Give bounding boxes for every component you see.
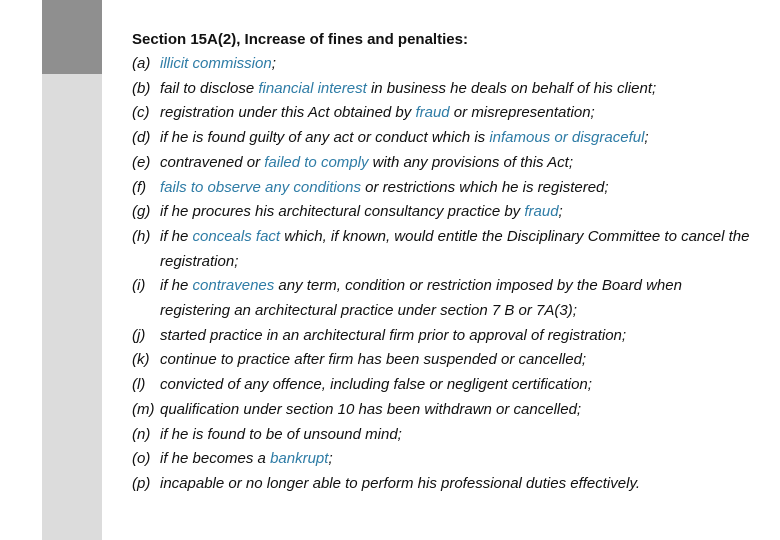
text-segment: or misrepresentation;	[449, 104, 595, 122]
highlighted-phrase: financial interest	[258, 79, 367, 97]
list-item-marker: (n)	[132, 425, 151, 443]
list-item-marker: (f)	[132, 178, 147, 196]
list-item-marker: (p)	[132, 474, 151, 492]
text-segment: or restrictions which he is registered;	[360, 178, 609, 196]
list-item	[132, 274, 752, 323]
list-item	[132, 348, 752, 373]
text-segment: ;	[328, 450, 333, 468]
text-segment: registration under this Act obtained by	[160, 104, 416, 122]
highlighted-phrase: failed to comply	[264, 153, 369, 171]
list-item	[132, 52, 752, 77]
text-segment: if he	[160, 277, 193, 295]
list-item-marker: (l)	[132, 376, 146, 394]
list-item-text	[160, 373, 752, 398]
list-item-marker: (j)	[132, 326, 146, 344]
text-segment: if he	[160, 227, 193, 245]
text-segment: if he is found guilty of any act or conduct which is	[160, 129, 490, 147]
list-item-text	[160, 324, 752, 349]
text-segment: ;	[644, 129, 649, 147]
highlighted-phrase: fraud	[524, 203, 559, 221]
list-item	[132, 373, 752, 398]
list-item	[132, 176, 752, 201]
list-item-text	[160, 274, 752, 323]
list-item-text	[160, 472, 752, 497]
text-segment: ;	[271, 55, 276, 72]
list-item	[132, 151, 752, 176]
list-item-marker: (k)	[132, 351, 150, 369]
list-item-marker: (g)	[132, 203, 151, 221]
list-item-marker: (c)	[132, 104, 150, 122]
list-item	[132, 126, 752, 151]
list-item-text	[160, 398, 752, 423]
list-item	[132, 423, 752, 448]
list-item-marker: (a)	[132, 55, 151, 72]
text-segment: convicted of any offence, including false or negligent certification;	[160, 376, 592, 394]
text-segment: in business he deals on behalf of his client;	[366, 79, 657, 97]
list-item-marker: (d)	[132, 129, 151, 147]
text-segment: with any provisions of this Act;	[368, 153, 573, 171]
list-item	[132, 447, 752, 472]
list-item-text	[160, 447, 752, 472]
slide-content	[132, 28, 752, 497]
text-segment: started practice in an architectural firm prior to approval of registration;	[160, 326, 627, 344]
list-item-text	[160, 423, 752, 448]
highlighted-phrase: fails to observe any conditions	[160, 178, 361, 196]
list-item-marker: (m)	[132, 400, 155, 418]
list-item-text	[160, 77, 752, 102]
highlighted-phrase: bankrupt	[270, 450, 329, 468]
sidebar-accent-dark	[42, 0, 102, 74]
text-segment: if he is found to be of unsound mind;	[160, 425, 402, 443]
text-segment: if he becomes a	[160, 450, 271, 468]
text-segment: fail to disclose	[160, 79, 259, 97]
highlighted-phrase: illicit commission	[160, 55, 272, 72]
list-item-text	[160, 348, 752, 373]
highlighted-phrase: infamous or disgraceful	[489, 129, 645, 147]
text-segment: contravened or	[160, 153, 265, 171]
list-item-marker: (i)	[132, 277, 146, 295]
text-segment: incapable or no longer able to perform his professional duties effectively.	[160, 474, 640, 492]
text-segment: which, if known, would entitle the Disciplinary Committee to cancel the registration;	[160, 227, 750, 270]
text-segment: if he procures his architectural consultancy practice by	[160, 203, 525, 221]
highlighted-phrase: contravenes	[192, 277, 275, 295]
text-segment: ;	[558, 203, 563, 221]
list-item	[132, 324, 752, 349]
list-item-text	[160, 151, 752, 176]
list-item-marker: (h)	[132, 227, 151, 245]
sidebar-accent-light	[42, 74, 102, 540]
list-item	[132, 77, 752, 102]
list-item-text	[160, 200, 752, 225]
highlighted-phrase: conceals fact	[192, 227, 281, 245]
list-item	[132, 398, 752, 423]
list-item-text	[160, 225, 752, 274]
list-item-marker: (e)	[132, 153, 151, 171]
list-item-text	[160, 176, 752, 201]
list-item	[132, 472, 752, 497]
slide-title: Section 15A(2), Increase of fines and penalties:	[132, 31, 468, 48]
text-segment: any term, condition or restriction imposed by the Board when registering an architectural practice under section 7 B or 7A(3);	[160, 277, 682, 320]
list-item	[132, 225, 752, 274]
highlighted-phrase: fraud	[415, 104, 450, 122]
list-item-text	[160, 126, 752, 151]
list-item-text	[160, 101, 752, 126]
text-segment: qualification under section 10 has been withdrawn or cancelled;	[160, 400, 582, 418]
text-segment: continue to practice after firm has been suspended or cancelled;	[160, 351, 587, 369]
penalty-list	[132, 52, 752, 497]
list-item-marker: (o)	[132, 450, 151, 468]
list-item	[132, 200, 752, 225]
list-item	[132, 101, 752, 126]
list-item-marker: (b)	[132, 79, 151, 97]
list-item-text	[160, 52, 752, 77]
